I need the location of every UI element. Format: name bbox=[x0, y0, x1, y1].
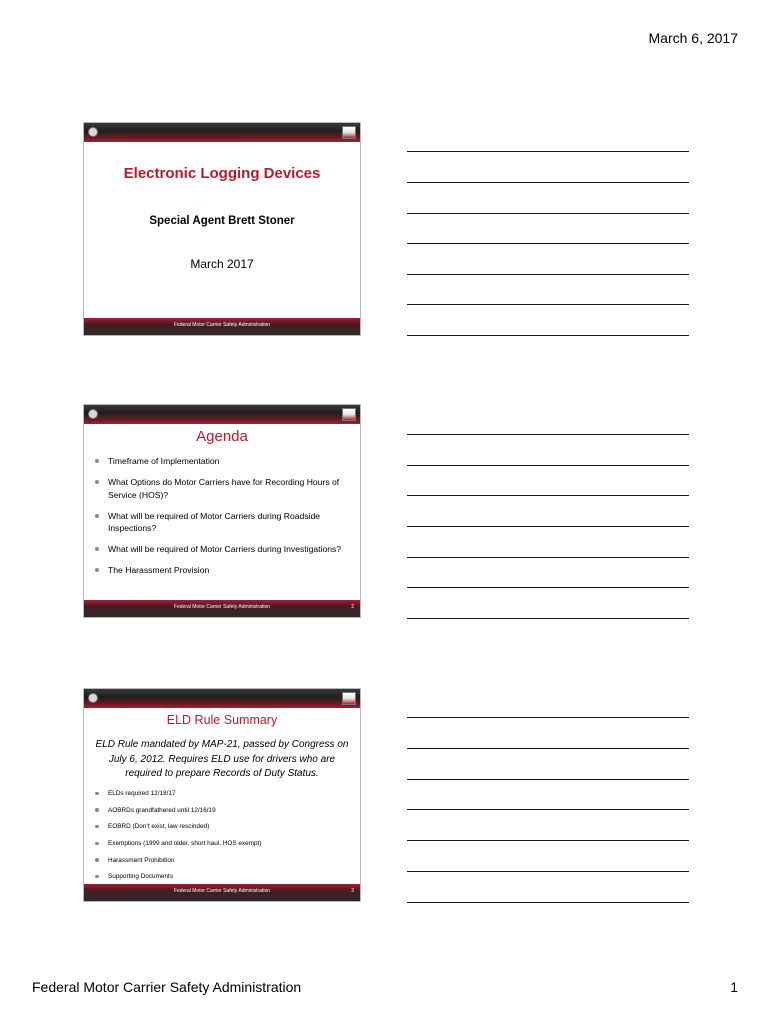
slide-number: 2 bbox=[351, 604, 354, 610]
page-number: 1 bbox=[730, 979, 738, 995]
list-item: Supporting Documents bbox=[94, 872, 348, 881]
list-item: Timeframe of Implementation bbox=[94, 455, 348, 468]
fmcsa-logo-icon bbox=[342, 408, 356, 421]
slide-footer-band bbox=[84, 600, 360, 617]
list-item: The Harassment Provision bbox=[94, 564, 348, 577]
summary-list bbox=[94, 789, 348, 889]
note-line bbox=[407, 840, 689, 841]
note-line bbox=[407, 717, 689, 718]
slide-date: March 2017 bbox=[190, 257, 254, 271]
slide-lead-text: ELD Rule mandated by MAP-21, passed by Congress on July 6, 2012. Requires ELD use for drivers who are required to prepare Records of Duty Status. bbox=[95, 739, 349, 779]
slide-title: Electronic Logging Devices bbox=[123, 165, 321, 182]
note-line bbox=[407, 182, 689, 183]
note-line bbox=[407, 274, 689, 275]
slide-footer-band bbox=[84, 884, 360, 901]
handout-date: March 6, 2017 bbox=[648, 30, 738, 46]
slide-footer-org: Federal Motor Carrier Safety Administration bbox=[173, 888, 271, 894]
note-line bbox=[407, 748, 689, 749]
slide-1-thumbnail bbox=[83, 122, 361, 336]
agenda-list bbox=[94, 455, 348, 585]
note-line bbox=[407, 902, 689, 903]
slide-3-thumbnail bbox=[83, 688, 361, 902]
note-line bbox=[407, 557, 689, 558]
slide-header-band bbox=[84, 405, 360, 424]
list-item: ELDs required 12/18/17 bbox=[94, 789, 348, 798]
note-line bbox=[407, 304, 689, 305]
slide-footer-org: Federal Motor Carrier Safety Administration bbox=[173, 604, 271, 610]
dot-seal-icon bbox=[88, 409, 98, 419]
note-line bbox=[407, 495, 689, 496]
fmcsa-logo-icon bbox=[342, 692, 356, 705]
slide-header-band bbox=[84, 123, 360, 142]
slide-footer-org: Federal Motor Carrier Safety Administration bbox=[173, 322, 271, 328]
note-line bbox=[407, 809, 689, 810]
list-item: Harassment Prohibition bbox=[94, 856, 348, 865]
page-footer-org: Federal Motor Carrier Safety Administration bbox=[32, 979, 302, 995]
note-line bbox=[407, 587, 689, 588]
note-line bbox=[407, 871, 689, 872]
note-line bbox=[407, 618, 689, 619]
note-line bbox=[407, 434, 689, 435]
list-item: What will be required of Motor Carriers during Investigations? bbox=[94, 543, 348, 556]
slide-title: ELD Rule Summary bbox=[166, 713, 278, 727]
dot-seal-icon bbox=[88, 127, 98, 137]
list-item: AOBRDs grandfathered until 12/16/19 bbox=[94, 806, 348, 815]
fmcsa-logo-icon bbox=[342, 126, 356, 139]
slide-title: Agenda bbox=[196, 428, 248, 445]
list-item: What will be required of Motor Carriers during Roadside Inspections? bbox=[94, 510, 348, 535]
list-item: What Options do Motor Carriers have for Recording Hours of Service (HOS)? bbox=[94, 476, 348, 501]
note-line bbox=[407, 526, 689, 527]
list-item: Exemptions (1999 and older, short haul, HOS exempt) bbox=[94, 839, 348, 848]
slide-2-thumbnail bbox=[83, 404, 361, 618]
list-item: EOBRD (Don’t exist, law rescinded) bbox=[94, 822, 348, 831]
note-line bbox=[407, 465, 689, 466]
note-line bbox=[407, 151, 689, 152]
slide-footer-band bbox=[84, 318, 360, 335]
slide-presenter: Special Agent Brett Stoner bbox=[149, 215, 295, 227]
note-line bbox=[407, 779, 689, 780]
slide-header-band bbox=[84, 689, 360, 708]
dot-seal-icon bbox=[88, 693, 98, 703]
note-line bbox=[407, 335, 689, 336]
note-line bbox=[407, 213, 689, 214]
note-line bbox=[407, 243, 689, 244]
slide-number: 3 bbox=[351, 888, 354, 894]
